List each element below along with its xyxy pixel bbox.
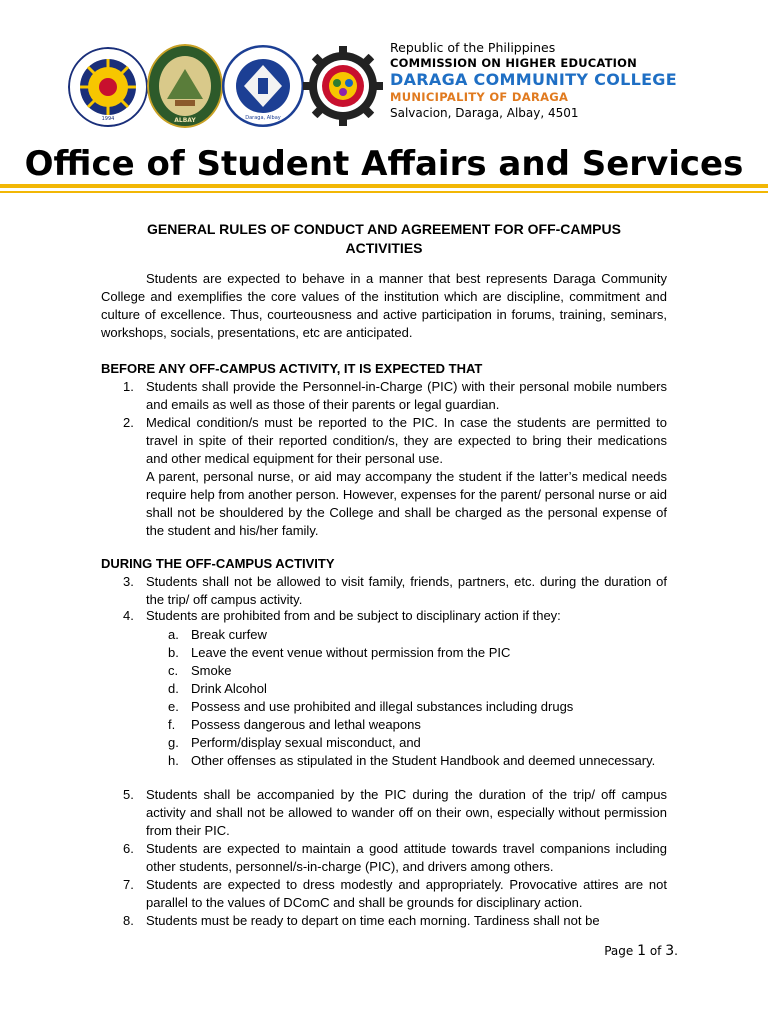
svg-text:Daraga, Albay: Daraga, Albay [245, 115, 281, 121]
sub-item-text: Smoke [191, 663, 232, 678]
list-item [101, 573, 667, 609]
list-item [101, 414, 667, 540]
sub-item-text: Possess dangerous and lethal weapons [191, 717, 421, 732]
sub-item-text: Drink Alcohol [191, 681, 267, 696]
list-item [101, 876, 667, 912]
sub-item [168, 644, 678, 662]
sub-item-letter: f. [168, 717, 176, 732]
header-mask [0, 193, 768, 205]
gear-seal-icon [302, 45, 384, 127]
page-label: Page [604, 944, 634, 958]
sub-item-text: Leave the event venue without permission from the PIC [191, 645, 511, 660]
item-number: 3. [123, 574, 134, 589]
item-number: 2. [123, 415, 134, 430]
item-number: 8. [123, 913, 134, 928]
sub-item [168, 698, 678, 716]
list-item [101, 912, 667, 930]
address-label: Salvacion, Daraga, Albay, 4501 [390, 106, 579, 120]
item-text: Students are prohibited from and be subject to disciplinary action if they: [146, 608, 561, 623]
sub-item-letter: d. [168, 681, 179, 696]
list-item [101, 607, 667, 625]
item-text: Students shall provide the Personnel-in-Charge (PIC) with their personal mobile numbers and emails as well as those of their parents or legal guardian. [146, 379, 667, 412]
daraga-municipal-seal-icon [147, 44, 223, 128]
office-title: Office of Student Affairs and Services [24, 144, 744, 184]
ched-seal-icon [68, 47, 148, 127]
svg-text:1994: 1994 [101, 116, 115, 122]
item-number: 6. [123, 841, 134, 856]
list-item [101, 378, 667, 414]
sub-item-letter: a. [168, 627, 179, 642]
sub-item-letter: g. [168, 735, 179, 750]
sub-item [168, 680, 678, 698]
sub-item [168, 752, 678, 770]
svg-text:ALBAY: ALBAY [174, 117, 196, 124]
sub-item-text: Possess and use prohibited and illegal substances including drugs [191, 699, 574, 714]
during-heading: DURING THE OFF-CAMPUS ACTIVITY [101, 556, 335, 571]
item-extra-text: A parent, personal nurse, or aid may accompany the student if the latter’s medical needs require help from another person. However, expenses for the parent/ personal nurse or aid shall not be shouldered by the College and shall be charged as the personal expense of the student and his/her family. [146, 469, 667, 538]
item-text: Students shall not be allowed to visit family, friends, partners, etc. during the duration of the trip/ off campus activity. [146, 574, 667, 607]
intro-paragraph: Students are expected to behave in a manner that best represents Daraga Community College and exemplifies the core values of the institution which are discipline, commitment and culture of excellence. Thus, courteousness and active participation in forums, training, seminars, workshops, socials, presentations, etc are anticipated. [101, 271, 667, 340]
item-text: Students shall be accompanied by the PIC during the duration of the trip/ off campus activity and shall not be allowed to wander off on their own, especially without permission from their PIC. [146, 787, 667, 838]
sub-item [168, 716, 678, 734]
item-number: 5. [123, 787, 134, 802]
college-name: DARAGA COMMUNITY COLLEGE [390, 70, 677, 89]
item-number: 4. [123, 608, 134, 623]
sub-item-text: Other offenses as stipulated in the Student Handbook and deemed unnecessary. [191, 753, 656, 768]
item-text: Medical condition/s must be reported to the PIC. In case the students are permitted to travel in spite of their reported condition/s, they are expected to bring their medications and other medical equipment for their personal use. [146, 415, 667, 466]
republic-label: Republic of the Philippines [390, 40, 556, 55]
page-suffix: . [674, 944, 678, 958]
list-item [101, 786, 667, 840]
of-label: of [649, 944, 662, 958]
item-number: 7. [123, 877, 134, 892]
sub-item [168, 734, 678, 752]
document-title: GENERAL RULES OF CONDUCT AND AGREEMENT FOR OFF-CAMPUS ACTIVITIES [147, 221, 621, 256]
item-text: Students are expected to maintain a good attitude towards travel companions including other students, personnel/s-in-charge (PIC), and drivers among others. [146, 841, 667, 874]
sub-item [168, 626, 678, 644]
municipality-label: MUNICIPALITY OF DARAGA [390, 90, 569, 104]
page-number: 1 [637, 943, 647, 959]
letterhead [390, 40, 677, 121]
sub-item-letter: e. [168, 699, 179, 714]
item-text: Students are expected to dress modestly and appropriately. Provocative attires are not parallel to the values of DComC and shall be grounds for disciplinary action. [146, 877, 667, 910]
sub-item-text: Perform/display sexual misconduct, and [191, 735, 421, 750]
list-item [101, 840, 667, 876]
dcc-seal-icon [222, 45, 304, 127]
page-total: 3 [665, 943, 675, 959]
item-number: 1. [123, 379, 134, 394]
commission-label: COMMISSION ON HIGHER EDUCATION [390, 56, 637, 70]
before-heading: BEFORE ANY OFF-CAMPUS ACTIVITY, IT IS EXPECTED THAT [101, 361, 483, 376]
sub-item-letter: h. [168, 753, 179, 768]
sub-item-letter: b. [168, 645, 179, 660]
sub-item [168, 662, 678, 680]
page-footer [604, 943, 678, 959]
sub-item-text: Break curfew [191, 627, 267, 642]
sub-item-letter: c. [168, 663, 179, 678]
item-text: Students must be ready to depart on time each morning. Tardiness shall not be [146, 913, 600, 928]
